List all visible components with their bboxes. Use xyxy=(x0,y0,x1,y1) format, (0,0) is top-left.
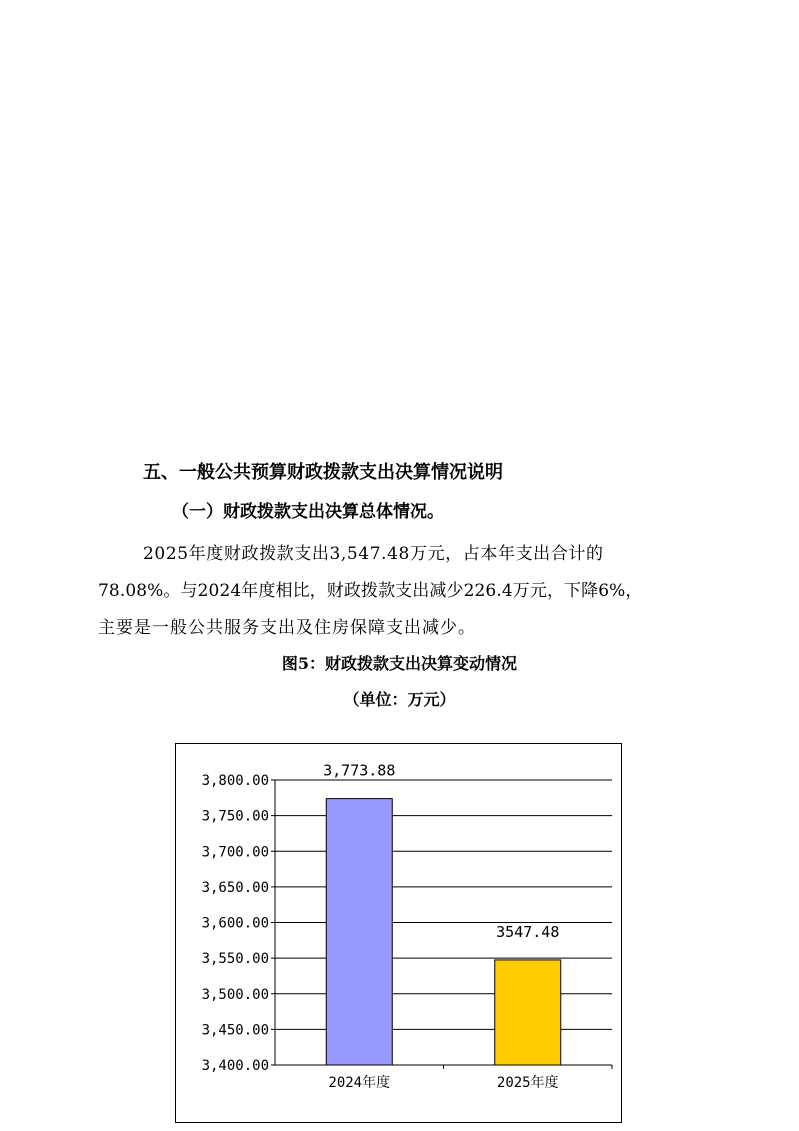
bar xyxy=(326,799,392,1065)
y-tick-label: 3,450.00 xyxy=(201,1022,269,1039)
y-tick-label: 3,800.00 xyxy=(201,773,269,789)
paragraph-line-1: 2025年度财政拨款支出3,547.48万元，占本年支出合计的 xyxy=(143,544,604,564)
data-label: 3,773.88 xyxy=(323,761,396,780)
y-tick-label: 3,500.00 xyxy=(201,986,269,1003)
y-tick-label: 3,650.00 xyxy=(201,879,269,896)
data-label: 3547.48 xyxy=(496,922,560,941)
bar-chart-svg xyxy=(176,744,621,1122)
x-tick-label: 2024年度 xyxy=(328,1075,391,1091)
y-tick-label: 3,750.00 xyxy=(201,808,269,825)
bar-chart xyxy=(175,743,622,1123)
section-subheading: （一）财政拨款支出决算总体情况。 xyxy=(172,502,444,522)
y-tick-label: 3,400.00 xyxy=(201,1058,269,1074)
y-tick-label: 3,550.00 xyxy=(201,951,269,968)
bar xyxy=(495,960,561,1065)
y-tick-label: 3,700.00 xyxy=(201,844,269,861)
y-tick-label: 3,600.00 xyxy=(201,915,269,932)
section-heading: 五、一般公共预算财政拨款支出决算情况说明 xyxy=(143,462,503,483)
figure-unit: （单位：万元） xyxy=(343,690,456,709)
figure-caption: 图5：财政拨款支出决算变动情况 xyxy=(281,654,518,673)
paragraph-line-2: 78.08%。与2024年度相比，财政拨款支出减少226.4万元，下降6%， xyxy=(98,581,643,601)
paragraph-line-3: 主要是一般公共服务支出及住房保障支出减少。 xyxy=(98,618,476,638)
x-tick-label: 2025年度 xyxy=(496,1075,559,1091)
